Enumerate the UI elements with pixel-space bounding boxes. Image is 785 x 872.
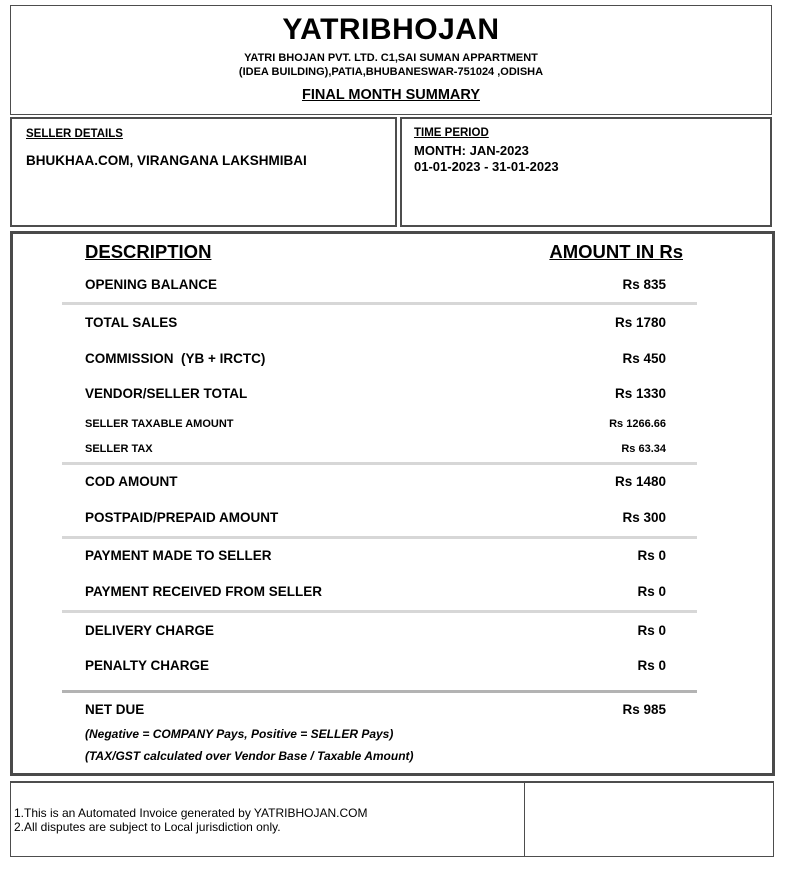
footer-line-automated: 1.This is an Automated Invoice generated by YATRIBHOJAN.COM (14, 806, 368, 820)
table-row-net-due (85, 702, 666, 717)
row-label: COD AMOUNT (85, 474, 178, 489)
row-label: COMMISSION (YB + IRCTC) (85, 351, 266, 366)
table-row-cod-amount (85, 474, 666, 489)
row-label: NET DUE (85, 702, 145, 717)
row-label: VENDOR/SELLER TOTAL (85, 386, 248, 401)
row-label: SELLER TAXABLE AMOUNT (85, 418, 234, 430)
footer-divider (524, 783, 525, 856)
table-note-sign-convention: (Negative = COMPANY Pays, Positive = SELLER Pays) (85, 727, 394, 741)
row-label: OPENING BALANCE (85, 277, 218, 292)
row-amount: Rs 835 (622, 277, 666, 292)
time-period-box (400, 117, 772, 227)
row-amount: Rs 1480 (614, 474, 666, 489)
summary-table (10, 231, 775, 776)
header-box (10, 5, 772, 115)
row-label: DELIVERY CHARGE (85, 623, 215, 638)
footer-box (10, 781, 774, 857)
company-address-line2: (IDEA BUILDING),PATIA,BHUBANESWAR-751024 ,ODISHA (238, 66, 544, 78)
column-amount: AMOUNT IN Rs (549, 241, 683, 262)
row-separator (62, 690, 697, 693)
footer-disclaimers (11, 783, 773, 834)
row-separator (62, 536, 697, 539)
table-row-opening-balance (85, 277, 666, 292)
table-row-commission (85, 351, 666, 366)
row-label: PAYMENT RECEIVED FROM SELLER (85, 584, 323, 599)
footer-line-jurisdiction: 2.All disputes are subject to Local jurisdiction only. (14, 820, 281, 834)
row-label: TOTAL SALES (85, 315, 178, 330)
seller-details-heading: SELLER DETAILS (26, 128, 123, 140)
table-row-postpaid-prepaid (85, 510, 666, 525)
table-row-penalty-charge (85, 658, 666, 673)
period-month: MONTH: JAN-2023 (414, 143, 529, 158)
row-amount: Rs 0 (637, 658, 666, 673)
document-title: FINAL MONTH SUMMARY (301, 87, 480, 103)
row-separator (62, 462, 697, 465)
row-amount: Rs 1780 (614, 315, 666, 330)
row-amount: Rs 63.34 (621, 443, 666, 455)
row-label: POSTPAID/PREPAID AMOUNT (85, 510, 279, 525)
row-label: PENALTY CHARGE (85, 658, 210, 673)
seller-details-box (10, 117, 397, 227)
row-amount: Rs 300 (622, 510, 666, 525)
row-amount: Rs 0 (637, 584, 666, 599)
row-amount: Rs 450 (622, 351, 666, 366)
table-row-seller-taxable (85, 418, 666, 430)
row-amount: Rs 0 (637, 548, 666, 563)
table-row-delivery-charge (85, 623, 666, 638)
table-header-row (85, 241, 683, 263)
row-amount: Rs 1266.66 (609, 418, 666, 430)
company-address-line1: YATRI BHOJAN PVT. LTD. C1,SAI SUMAN APPARTMENT (244, 52, 538, 64)
table-row-total-sales (85, 315, 666, 330)
parties-section (10, 117, 772, 227)
row-label: SELLER TAX (85, 443, 153, 455)
company-address (11, 51, 771, 79)
table-row-payment-received (85, 584, 666, 599)
table-row-seller-tax (85, 443, 666, 455)
row-label: PAYMENT MADE TO SELLER (85, 548, 272, 563)
company-name: YATRIBHOJAN (282, 13, 500, 46)
row-amount: Rs 1330 (614, 386, 666, 401)
row-separator (62, 302, 697, 305)
row-amount: Rs 985 (622, 702, 666, 717)
row-separator (62, 610, 697, 613)
time-period-heading: TIME PERIOD (414, 127, 489, 139)
row-amount: Rs 0 (637, 623, 666, 638)
table-row-vendor-total (85, 386, 666, 401)
seller-name: BHUKHAA.COM, VIRANGANA LAKSHMIBAI (26, 153, 307, 168)
table-note-tax-basis: (TAX/GST calculated over Vendor Base / Taxable Amount) (85, 749, 414, 763)
table-row-payment-made (85, 548, 666, 563)
period-date-range: 01-01-2023 - 31-01-2023 (414, 159, 559, 174)
column-description: DESCRIPTION (85, 241, 212, 262)
